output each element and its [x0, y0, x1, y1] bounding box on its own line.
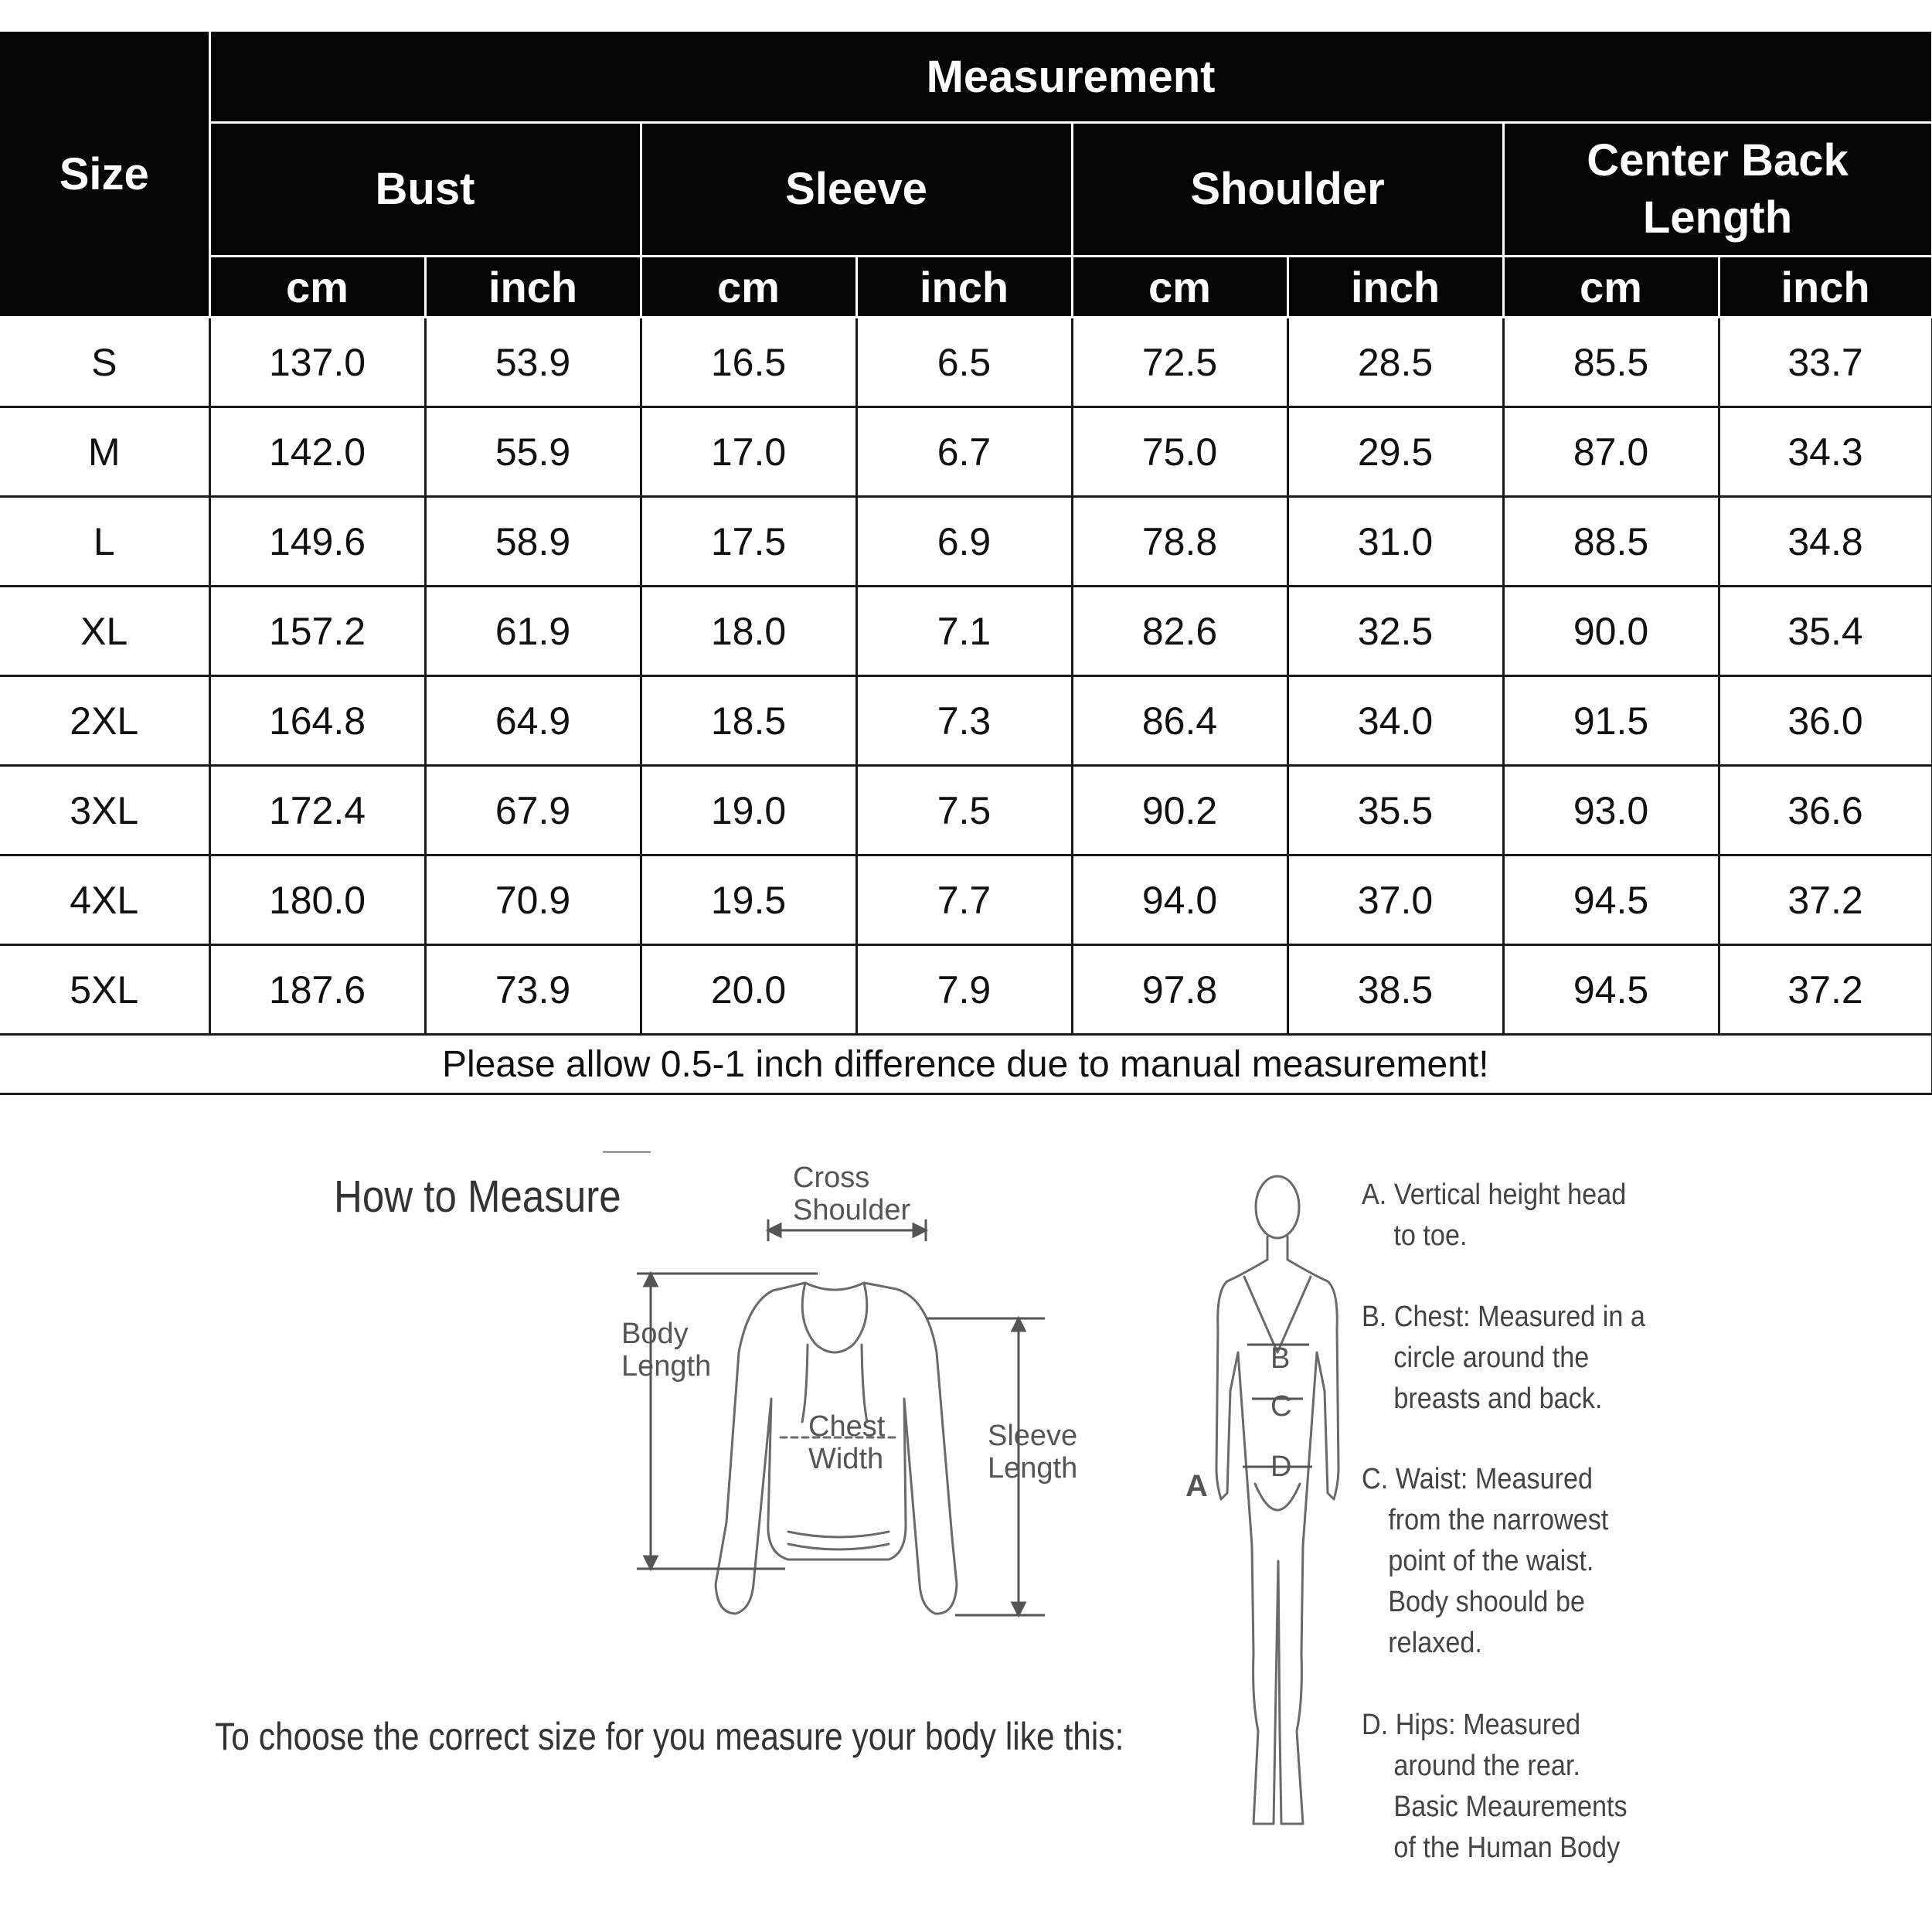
body-outline: [1216, 1236, 1338, 1824]
measurement-note: Please allow 0.5-1 inch difference due to manual measurement!: [0, 1035, 1932, 1094]
legend-c-line: from the narrowest: [1388, 1504, 1609, 1536]
unit-header: inch: [425, 257, 641, 318]
legend-d-line: of the Human Body: [1393, 1832, 1621, 1864]
value-cell: 34.8: [1719, 497, 1932, 587]
value-cell: 36.0: [1719, 676, 1932, 766]
size-cell: S: [0, 318, 209, 407]
value-cell: 75.0: [1072, 407, 1287, 497]
legend-c-line: relaxed.: [1388, 1627, 1482, 1659]
unit-header: cm: [1072, 257, 1287, 318]
value-cell: 87.0: [1503, 407, 1719, 497]
value-cell: 97.8: [1072, 945, 1287, 1035]
value-cell: 37.0: [1287, 855, 1503, 945]
value-cell: 7.1: [856, 587, 1072, 676]
table-header: [0, 31, 1932, 318]
sleeve-length-label-1: Sleeve: [988, 1420, 1078, 1452]
size-cell: 2XL: [0, 676, 209, 766]
legend-item-c: [1362, 1459, 1654, 1664]
value-cell: 55.9: [425, 407, 641, 497]
table-row: [0, 318, 1932, 407]
collar-outline: [802, 1283, 867, 1352]
marker-a: A: [1185, 1469, 1208, 1503]
value-cell: 64.9: [425, 676, 641, 766]
legend-b-line: breasts and back.: [1393, 1383, 1603, 1415]
value-cell: 58.9: [425, 497, 641, 587]
value-cell: 82.6: [1072, 587, 1287, 676]
value-cell: 88.5: [1503, 497, 1719, 587]
value-cell: 19.0: [641, 766, 856, 855]
how-to-measure-title: How to Measure: [334, 1172, 621, 1222]
value-cell: 36.6: [1719, 766, 1932, 855]
table-row: [0, 945, 1932, 1035]
value-cell: 35.5: [1287, 766, 1503, 855]
legend-c-line: point of the waist.: [1388, 1545, 1594, 1577]
value-cell: 90.2: [1072, 766, 1287, 855]
value-cell: 53.9: [425, 318, 641, 407]
value-cell: 61.9: [425, 587, 641, 676]
measure-instruction: To choose the correct size for you measure your body like this:: [215, 1715, 1124, 1758]
legend-b-head: B. Chest: Measured in a: [1362, 1301, 1645, 1333]
legend-b-line: circle around the: [1393, 1342, 1590, 1374]
value-cell: 187.6: [209, 945, 425, 1035]
marker-c: C: [1270, 1390, 1292, 1423]
hip-line: [1255, 1484, 1300, 1510]
garment-diagram: [603, 1151, 1113, 1646]
size-chart-table: [0, 29, 1932, 1095]
value-cell: 18.5: [641, 676, 856, 766]
value-cell: 90.0: [1503, 587, 1719, 676]
table-row: [0, 766, 1932, 855]
table-body: [0, 318, 1932, 1035]
unit-header: cm: [641, 257, 856, 318]
unit-header: cm: [209, 257, 425, 318]
value-cell: 7.3: [856, 676, 1072, 766]
value-cell: 93.0: [1503, 766, 1719, 855]
value-cell: 7.5: [856, 766, 1072, 855]
value-cell: 35.4: [1719, 587, 1932, 676]
measurement-header: Measurement: [209, 31, 1932, 123]
value-cell: 149.6: [209, 497, 425, 587]
value-cell: 72.5: [1072, 318, 1287, 407]
legend-d-head: D. Hips: Measured: [1362, 1709, 1581, 1741]
table-row: [0, 676, 1932, 766]
value-cell: 137.0: [209, 318, 425, 407]
cross-shoulder-label-2: Shoulder: [793, 1194, 911, 1226]
value-cell: 29.5: [1287, 407, 1503, 497]
column-header-bust: Bust: [209, 123, 641, 257]
value-cell: 17.5: [641, 497, 856, 587]
value-cell: 34.0: [1287, 676, 1503, 766]
value-cell: 34.3: [1719, 407, 1932, 497]
legend-a-head: A. Vertical height head: [1362, 1179, 1627, 1211]
value-cell: 70.9: [425, 855, 641, 945]
value-cell: 6.9: [856, 497, 1072, 587]
value-cell: 67.9: [425, 766, 641, 855]
value-cell: 17.0: [641, 407, 856, 497]
size-cell: 3XL: [0, 766, 209, 855]
legend-c-line: Body shoould be: [1388, 1586, 1585, 1618]
value-cell: 31.0: [1287, 497, 1503, 587]
body-length-label-1: Body: [621, 1318, 689, 1350]
table-row: [0, 497, 1932, 587]
value-cell: 94.0: [1072, 855, 1287, 945]
size-cell: 4XL: [0, 855, 209, 945]
hem-lines: [788, 1532, 889, 1549]
value-cell: 19.5: [641, 855, 856, 945]
legend-item-d: [1362, 1705, 1654, 1869]
value-cell: 7.9: [856, 945, 1072, 1035]
legend-item-a: [1362, 1175, 1654, 1257]
table-row: [0, 855, 1932, 945]
legend-d-line: Basic Meaurements: [1393, 1791, 1628, 1823]
unit-header: inch: [1287, 257, 1503, 318]
value-cell: 16.5: [641, 318, 856, 407]
marker-b: B: [1270, 1342, 1291, 1375]
value-cell: 6.7: [856, 407, 1072, 497]
size-header: Size: [0, 31, 209, 318]
torso-v-line: [1244, 1277, 1311, 1352]
value-cell: 7.7: [856, 855, 1072, 945]
value-cell: 18.0: [641, 587, 856, 676]
legend-c-head: C. Waist: Measured: [1362, 1463, 1594, 1495]
value-cell: 33.7: [1719, 318, 1932, 407]
value-cell: 164.8: [209, 676, 425, 766]
value-cell: 32.5: [1287, 587, 1503, 676]
unit-header: cm: [1503, 257, 1719, 318]
value-cell: 91.5: [1503, 676, 1719, 766]
value-cell: 172.4: [209, 766, 425, 855]
value-cell: 180.0: [209, 855, 425, 945]
size-cell: M: [0, 407, 209, 497]
value-cell: 78.8: [1072, 497, 1287, 587]
table-row: [0, 407, 1932, 497]
value-cell: 157.2: [209, 587, 425, 676]
chest-width-label-1: Chest: [808, 1410, 886, 1443]
column-header-shoulder: Shoulder: [1072, 123, 1503, 257]
marker-d: D: [1270, 1451, 1292, 1483]
sleeve-length-label-2: Length: [988, 1452, 1078, 1485]
value-cell: 94.5: [1503, 945, 1719, 1035]
column-header-center-back-length: Center Back Length: [1503, 123, 1932, 257]
size-cell: 5XL: [0, 945, 209, 1035]
value-cell: 85.5: [1503, 318, 1719, 407]
cross-shoulder-label-1: Cross: [793, 1162, 870, 1194]
size-cell: XL: [0, 587, 209, 676]
column-header-sleeve: Sleeve: [641, 123, 1072, 257]
value-cell: 37.2: [1719, 855, 1932, 945]
unit-header: inch: [856, 257, 1072, 318]
value-cell: 28.5: [1287, 318, 1503, 407]
size-cell: L: [0, 497, 209, 587]
legend-a-line: to toe.: [1393, 1219, 1468, 1252]
body-diagram: [1167, 1159, 1360, 1855]
chest-width-label-2: Width: [808, 1443, 884, 1475]
value-cell: 73.9: [425, 945, 641, 1035]
legend-item-b: [1362, 1297, 1654, 1420]
value-cell: 20.0: [641, 945, 856, 1035]
legend-d-line: around the rear.: [1393, 1750, 1580, 1782]
table-row: [0, 587, 1932, 676]
body-length-label-2: Length: [621, 1350, 712, 1383]
value-cell: 6.5: [856, 318, 1072, 407]
value-cell: 142.0: [209, 407, 425, 497]
value-cell: 37.2: [1719, 945, 1932, 1035]
head-outline: [1256, 1176, 1299, 1238]
value-cell: 38.5: [1287, 945, 1503, 1035]
unit-header: inch: [1719, 257, 1932, 318]
value-cell: 86.4: [1072, 676, 1287, 766]
value-cell: 94.5: [1503, 855, 1719, 945]
